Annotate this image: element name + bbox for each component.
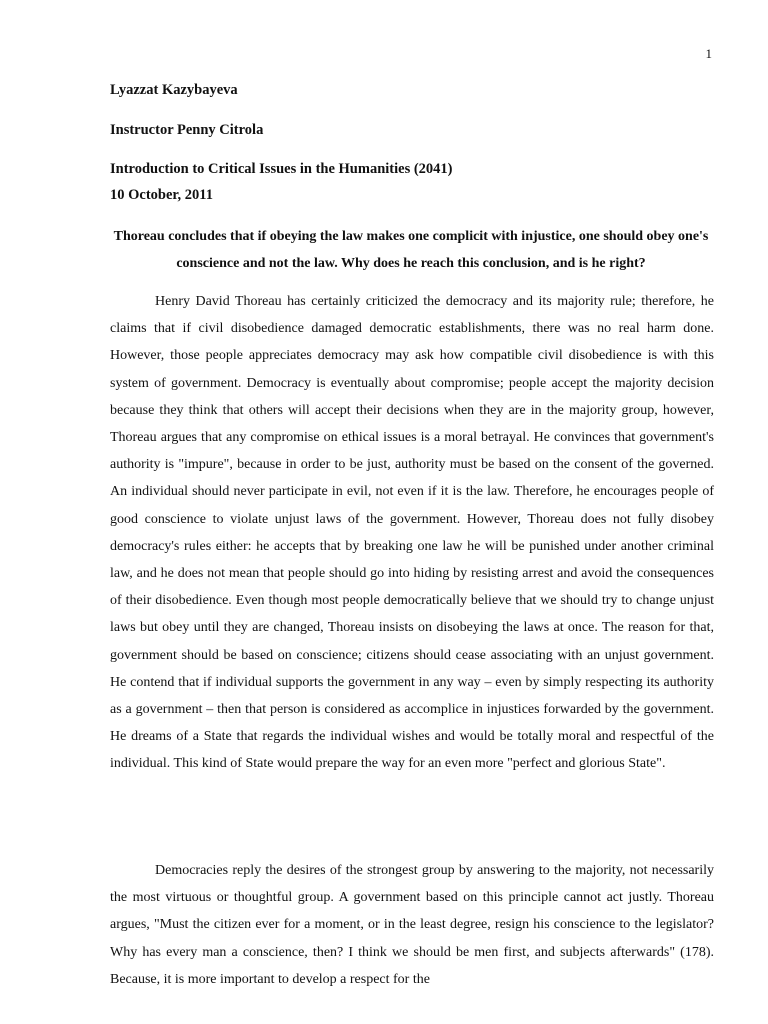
page-number: 1 (705, 46, 712, 61)
date: 10 October, 2011 (110, 187, 213, 203)
essay-prompt: Thoreau concludes that if obeying the law makes one complicit with injustice, one should obey one's conscience and not the law. Why does he reach this conclusion, and is he right? (113, 229, 709, 271)
course-title: Introduction to Critical Issues in the Humanities (2041) (110, 161, 453, 177)
body-paragraph: Democracies reply the desires of the strongest group by answering to the majority, not necessarily the most virtuous or thoughtful group. A government based on this principle cannot act justly. Thoreau argues, "Must the citizen ever for a moment, or in the least degree, resign his conscience to the legislator? Why has every man a conscience, then? I think we should be men first, and subjects afterwards" (178). Because, it is more important to develop a respect for the (110, 863, 714, 987)
instructor-name: Instructor Penny Citrola (110, 122, 264, 138)
author-name: Lyazzat Kazybayeva (110, 82, 238, 98)
body-paragraph: Henry David Thoreau has certainly criticized the democracy and its majority rule; therefore, he claims that if civil disobedience damaged democratic establishments, there was no real harm done. However, those people appreciates democracy may ask how compatible civil disobedience is with this system of government. Democracy is eventually about compromise; people accept the majority decision because they think that others will accept their decisions when they are in the majority group, however, Thoreau argues that any compromise on ethical issues is a moral betrayal. He convinces that government's authority is "impure", because in order to be just, authority must be based on the consent of the governed. An individual should never participate in evil, not even if it is the law. Therefore, he encourages people of good conscience to violate unjust laws of the government. However, Thoreau does not fully disobey democracy's rules either: he accepts that by breaking one law he will be punished under another criminal law, and he does not mean that people should go into hiding by resisting arrest and avoid the consequences of their disobedience. Even though most people democratically believe that we should try to change unjust laws but obey until they are changed, Thoreau insists on disobeying the laws at once. The reason for that, government should be based on conscience; citizens should cease associating with an unjust government. He contend that if individual supports the government in any way – even by simply respecting its authority as a government – then that person is considered as accomplice in injustices forwarded by the government. He dreams of a State that regards the individual wishes and would be totally moral and respectful of the individual. This kind of State would prepare the way for an even more "perfect and glorious State". (110, 294, 714, 772)
